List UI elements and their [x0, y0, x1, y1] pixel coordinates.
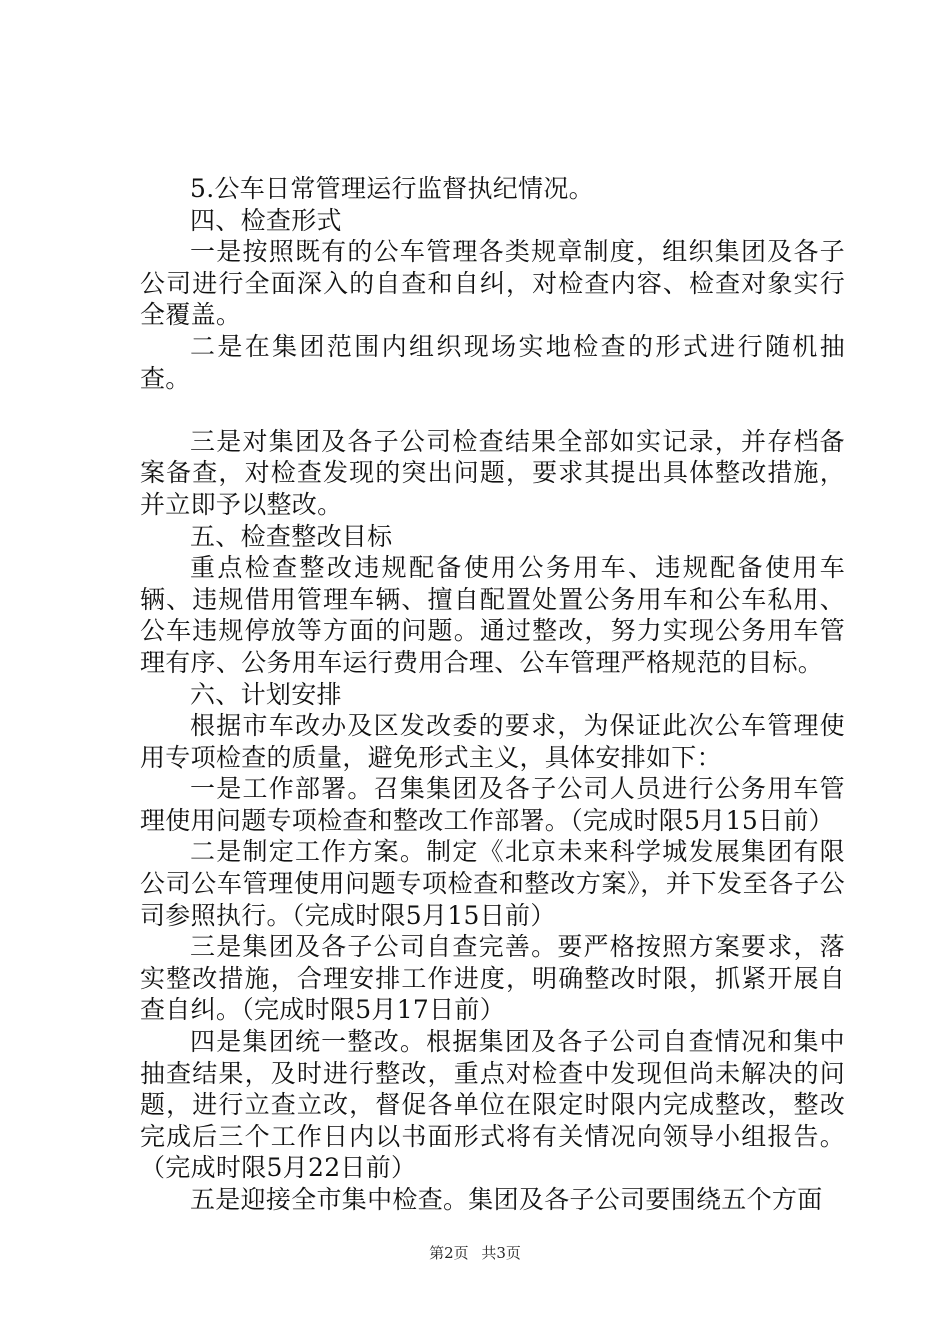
paragraph-item: 五是迎接全市集中检查。集团及各子公司要围绕五个方面 [190, 1185, 823, 1214]
page-total: 共3页 [481, 1244, 521, 1262]
page-footer [0, 1242, 950, 1263]
paragraph-item: 根据市车改办及区发改委的要求，为保证此次公车管理使用专项检查的质量，避免形式主义，具体安排如下： [140, 711, 845, 772]
paragraph-item: 四是集团统一整改。根据集团及各子公司自查情况和集中抽查结果，及时进行整改，重点对检查中发现但尚未解决的问题，进行立查立改，督促各单位在限定时限内完成整改，整改完成后三个工作日内以书面形式将有关情况向领导小组报告。（完成时限5月22日前） [140, 1027, 845, 1183]
section-heading-inspection-form: 四、检查形式 [190, 205, 342, 235]
paragraph-item: 5.公车日常管理运行监督执纪情况。 [190, 174, 594, 203]
paragraph-item: 重点检查整改违规配备使用公务用车、违规配备使用车辆、违规借用管理车辆、擅自配置处置公务用车和公车私用、公车违规停放等方面的问题。通过整改，努力实现公务用车管理有序、公务用车运行费用合理、公车管理严格规范的目标。 [140, 553, 845, 677]
page-number: 第2页 [429, 1244, 469, 1262]
paragraph-item: 三是对集团及各子公司检查结果全部如实记录，并存档备案备查，对检查发现的突出问题，要求其提出具体整改措施，并立即予以整改。 [140, 426, 845, 519]
paragraph-item: 二是制定工作方案。制定《北京未来科学城发展集团有限公司公车管理使用问题专项检查和整改方案》，并下发至各子公司参照执行。（完成时限5月15日前） [140, 837, 845, 930]
paragraph-item: 三是集团及各子公司自查完善。要严格按照方案要求，落实整改措施，合理安排工作进度，明确整改时限，抓紧开展自查自纠。（完成时限5月17日前） [140, 932, 845, 1025]
paragraph-item: 一是按照既有的公车管理各类规章制度，组织集团及各子公司进行全面深入的自查和自纠，对检查内容、检查对象实行全覆盖。 [140, 237, 845, 330]
blank-line [140, 394, 845, 426]
section-heading-rectification-goal: 五、检查整改目标 [190, 521, 393, 551]
paragraph-item: 二是在集团范围内组织现场实地检查的形式进行随机抽查。 [140, 331, 845, 393]
document-body [140, 173, 845, 1216]
section-heading-plan: 六、计划安排 [190, 679, 342, 709]
paragraph-item: 一是工作部署。召集集团及各子公司人员进行公务用车管理使用问题专项检查和整改工作部署。（完成时限5月15日前） [140, 774, 845, 835]
